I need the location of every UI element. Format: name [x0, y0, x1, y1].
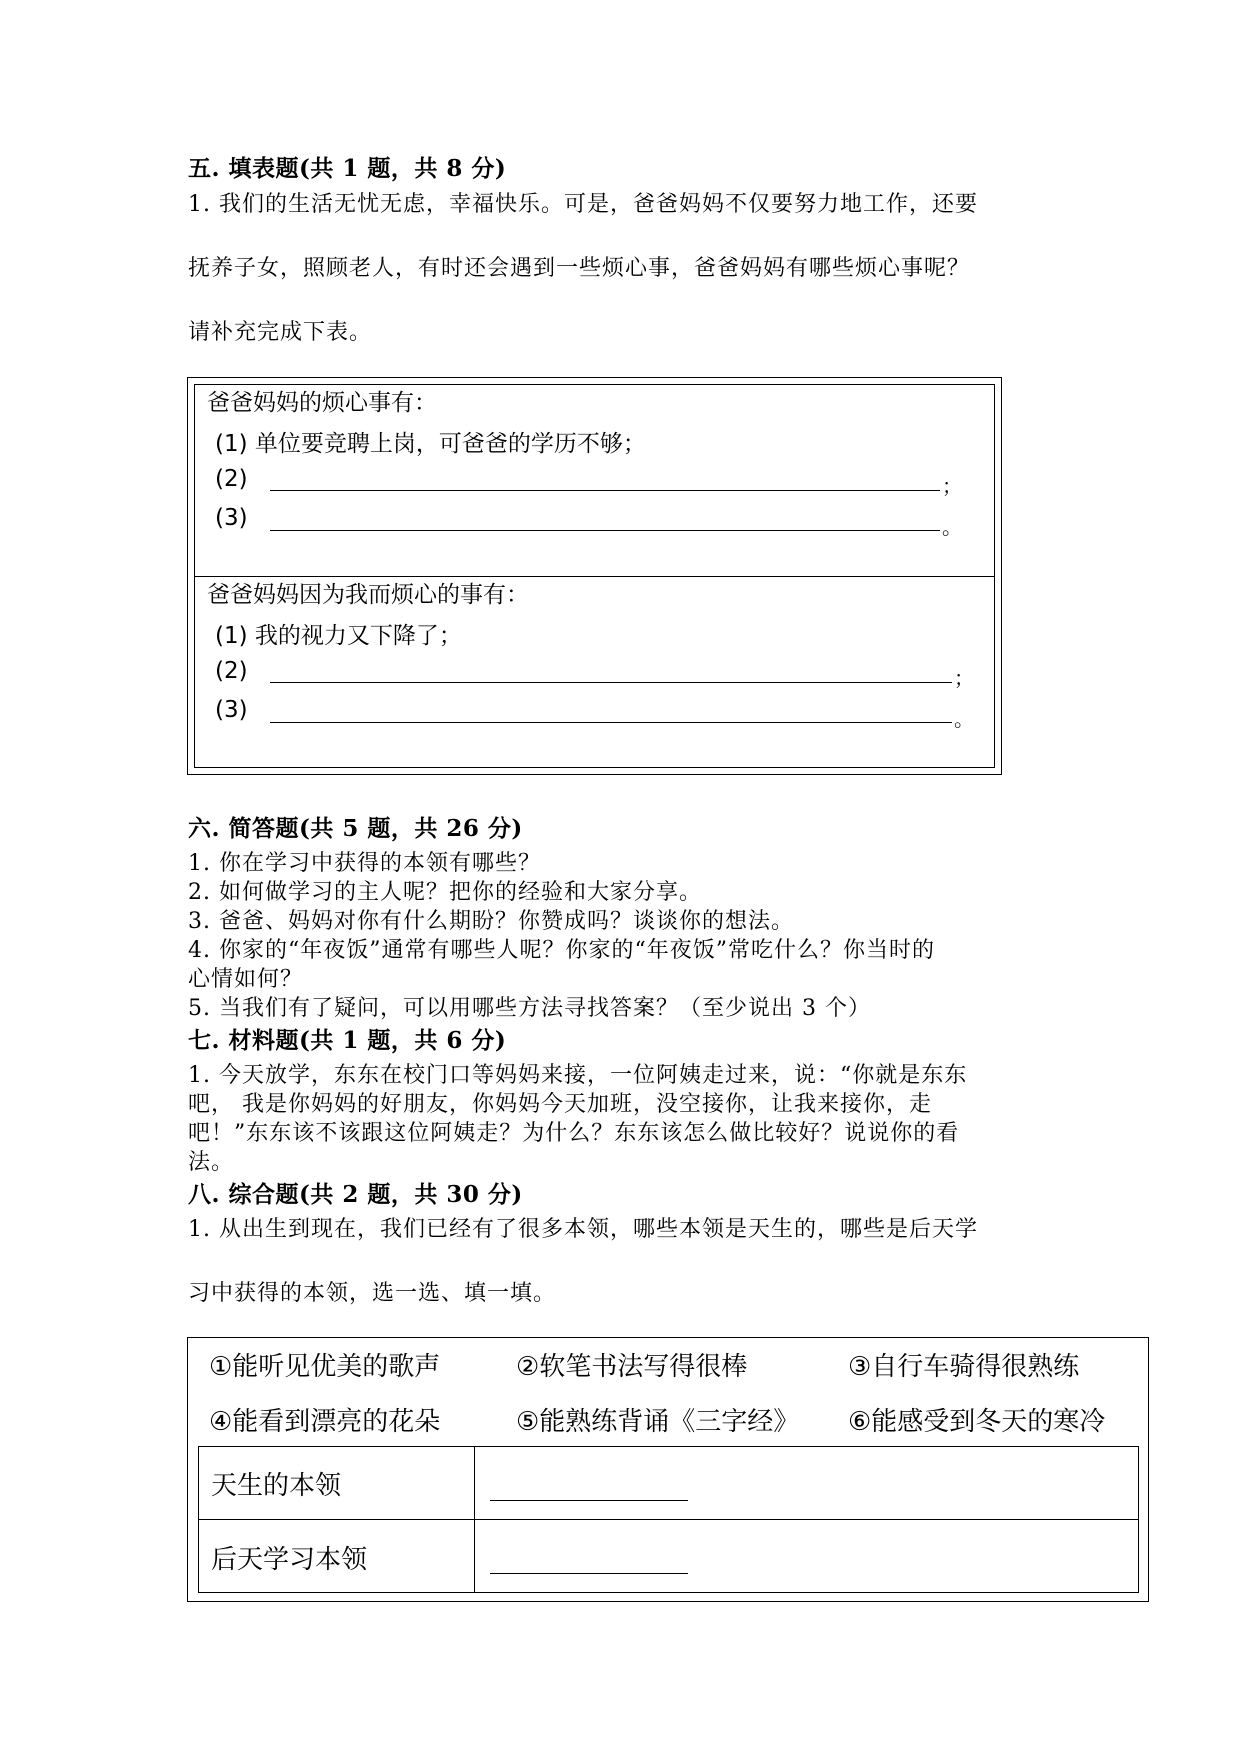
section-7-heading: 七. 材料题(共 1 题，共 6 分)	[188, 1027, 507, 1054]
learned-abilities-label: 后天学习本领	[211, 1545, 368, 1575]
section-7-question-1-line-2: 吧， 我是你妈妈的好朋友，你妈妈今天加班，没空接你，让我来接你，走	[188, 1092, 932, 1117]
worry-table-part-2-item-2-label: (2)	[215, 658, 248, 684]
section-5-question-1-line-3: 请补充完成下表。	[188, 320, 373, 345]
section-6-question-4-line-1: 4. 你家的“年夜饭”通常有哪些人呢？你家的“年夜饭”常吃什么？你当时的	[188, 938, 935, 963]
worry-table-part-1-item-3-label: (3)	[215, 505, 248, 531]
worry-table-part-1-item-2-label: (2)	[215, 466, 248, 492]
worry-table-part-1-item-1: (1) 单位要竞聘上岗，可爸爸的学历不够；	[215, 431, 646, 457]
section-6-heading: 六. 简答题(共 5 题，共 26 分)	[188, 815, 523, 842]
section-7-question-1-line-1: 1. 今天放学，东东在校门口等妈妈来接，一位阿姨走过来，说：“你就是东东	[188, 1063, 968, 1088]
ability-option-3: ③自行车骑得很熟练	[848, 1352, 1080, 1382]
section-6-question-2: 2. 如何做学习的主人呢？把你的经验和大家分享。	[188, 880, 702, 905]
section-8-question-1-line-1: 1. 从出生到现在，我们已经有了很多本领，哪些本领是天生的，哪些是后天学	[188, 1217, 978, 1242]
innate-abilities-blank[interactable]	[490, 1500, 688, 1501]
worry-table-part-1-item-2-end: ；	[942, 474, 962, 498]
worry-table-part-2-item-2-end: ；	[954, 666, 974, 690]
section-5-question-1-line-2: 抚养子女，照顾老人，有时还会遇到一些烦心事，爸爸妈妈有哪些烦心事呢？	[188, 256, 971, 281]
section-6-question-3: 3. 爸爸、妈妈对你有什么期盼？你赞成吗？谈谈你的想法。	[188, 909, 794, 934]
worry-table-part-2-item-3-blank[interactable]	[270, 722, 952, 723]
innate-abilities-label: 天生的本领	[211, 1471, 342, 1501]
worry-table-part-1-item-3-end: 。	[942, 515, 962, 539]
section-6-question-1: 1. 你在学习中获得的本领有哪些？	[188, 851, 541, 876]
worry-table-part-2-title: 爸爸妈妈因为我而烦心的事有：	[207, 582, 529, 608]
worry-table-part-2-item-3-label: (3)	[215, 697, 248, 723]
section-8-heading: 八. 综合题(共 2 题，共 30 分)	[188, 1181, 523, 1208]
worry-table-part-2-item-1: (1) 我的视力又下降了；	[215, 623, 462, 649]
ability-option-1: ①能听见优美的歌声	[209, 1352, 441, 1382]
section-6-question-4-line-2: 心情如何？	[188, 967, 304, 992]
section-7-question-1-line-3: 吧！”东东该不该跟这位阿姨走？为什么？东东该怎么做比较好？说说你的看	[188, 1121, 960, 1146]
section-6-question-5: 5. 当我们有了疑问，可以用哪些方法寻找答案？（至少说出 3 个）	[188, 996, 871, 1021]
worry-table-part-1-title: 爸爸妈妈的烦心事有：	[207, 390, 437, 416]
ability-option-4: ④能看到漂亮的花朵	[209, 1407, 441, 1437]
section-8-question-1-line-2: 习中获得的本领，选一选、填一填。	[188, 1281, 557, 1306]
section-5-question-1-line-1: 1. 我们的生活无忧无虑，幸福快乐。可是，爸爸妈妈不仅要努力地工作，还要	[188, 192, 978, 217]
section-7-question-1-line-4: 法。	[188, 1150, 235, 1175]
abilities-answer-grid-column-divider	[474, 1446, 475, 1593]
ability-option-6: ⑥能感受到冬天的寒冷	[848, 1407, 1106, 1437]
worry-table-part-2-item-3-end: 。	[954, 707, 974, 731]
learned-abilities-blank[interactable]	[490, 1573, 688, 1574]
worry-table-part-1-item-2-blank[interactable]	[270, 490, 940, 491]
worry-table-part-1-item-3-blank[interactable]	[270, 530, 940, 531]
abilities-answer-grid-row-divider	[198, 1519, 1139, 1520]
ability-option-2: ②软笔书法写得很棒	[516, 1352, 748, 1382]
section-5-heading: 五. 填表题(共 1 题，共 8 分)	[188, 155, 507, 182]
worry-table-part-2-item-2-blank[interactable]	[270, 682, 952, 683]
ability-option-5: ⑤能熟练背诵《三字经》	[516, 1407, 800, 1437]
